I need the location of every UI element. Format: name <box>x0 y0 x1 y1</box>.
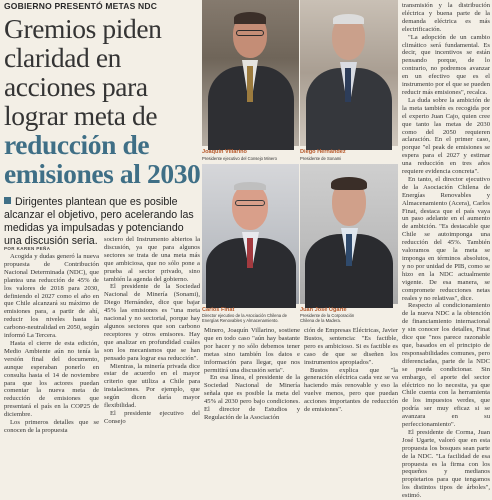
paragraph: Minero, Joaquín Villarino, sostiene que en todo caso "aún hay bastante por hacer y no sólo debemos tener metas sino también los datos e información para llegar, que nos permitirá una discusión seria". <box>204 327 300 374</box>
caption-name: Juan José Ugarte <box>300 307 347 313</box>
headline <box>4 14 204 188</box>
headline-line: acciones para <box>4 71 148 102</box>
paragraph: Mientras, la minería privada dice estar de acuerdo en el mayor criterio que utiliza a Chile para instalaciones. Por ejemplo, que según dicen daría mayor flexibilidad. <box>104 362 200 410</box>
caption-role-line: Chilena de la Madera. <box>300 318 341 323</box>
caption-name: Joaquín Villarino <box>202 149 247 155</box>
headline-line: claridad en <box>4 42 121 73</box>
headline-line: lograr meta de <box>4 100 158 131</box>
paragraph: El presidente de la Sociedad Nacional de Minería (Sonami), Diego Hernández, dice que bajar 45% las emisiones es "una meta nacional y no sectorial, porque hay algunos sectores que son carbono receptores y otros emisores. Hay que analizar en profundidad cuáles son los mecanismos que se han pensado para lograr esa reducción". <box>104 283 200 362</box>
caption-role <box>300 313 354 323</box>
article-column-4 <box>304 327 398 414</box>
headline-highlight-line: emisiones al 2030 <box>4 158 201 189</box>
paragraph: La duda sobre la ambición de la meta también es recogida por el experto Juan Cajo, quien cree que tanto las metas de 2030 como del 2050 requieren aclaración. En el primer caso, porque "el peak de emisiones se espera para el 2027 y estimar una reducción en tres años requiere evidencia concreta". <box>402 96 490 176</box>
portrait-photo-ugarte <box>300 164 398 304</box>
article-column-3 <box>204 327 300 421</box>
paragraph: Bustos explica que "la generación eléctrica cada vez se va haciendo más renovable y eso la vuelve menos, pero que puedan acciones importantes de reducción de emisiones". <box>304 366 398 414</box>
portrait-photo-hernandez <box>300 0 398 146</box>
paragraph: En tanto, el director ejecutivo de la Asociación Chilena de Energías Renovables y Almacenamiento (Acera), Carlos Finat, destaca que el país vaya un paso adelante en el aumento de ambición. "Es destacable que Chile se autoimponga una reducción del 45%. También valoramos que la meta se imponga en términos absolutos, y no por unidad de PIB, como se hizo en la NDC actualmente vigente. De esa manera, se compromete reducciones netas reales y no relativas", dice. <box>402 175 490 302</box>
caption-role <box>202 313 287 323</box>
paragraph: El presidente ejecutivo del Consejo <box>104 409 200 425</box>
paragraph: sociero del Instrumento abiertos la discusión, ya que para algunos sectores se trata de una meta más que ambiciosa, que no sólo pone a prueba al sector privado, sino también la agenda del gobierno. <box>104 236 200 283</box>
headline-line: Gremios piden <box>4 13 162 44</box>
portrait-photo-finat <box>202 164 299 304</box>
kicker: GOBIERNO PRESENTÓ METAS NDC <box>4 1 158 11</box>
caption-role-line: Director ejecutivo de la Asociación Chilena de <box>202 313 287 318</box>
paragraph: transmisión y la distribución eléctrica y buena parte de la demanda eléctrica es más electrificación. <box>402 2 490 33</box>
paragraph: Acogida y dudas generó la nueva propuesta de Contribución Nacional Determinada (NDC), que plantea una reducción de 45% de los valores de 2018 para 2030, definiendo el 2027 como el año en que Chile alcanzará su máximo de emisiones para, a partir de ahí, reducir los niveles hasta la carbono-neutralidad en 2050, según informó La Tercera. <box>4 253 99 340</box>
caption-role: Presidente de Sonami <box>300 156 342 161</box>
dek-text: Dirigentes plantean que es posible alcanzar el objetivo, pero acelerando las medidas ya impulsadas y potenciando una discusión seria. <box>4 196 194 247</box>
caption-name: Diego Hernández <box>300 149 346 155</box>
caption-role-line: Energías Renovables y Almacenamiento. <box>202 318 279 323</box>
headline-highlight-line: reducción de <box>4 129 150 160</box>
article-column-5 <box>402 2 490 500</box>
paragraph: Respecto al condicionamiento de la nueva NDC a la obtención de financiamiento internacional y sin conocer los detalles, Finat dice que "nos parece razonable que, basados en el principio de responsabilidades comunes, pero diferenciadas, parte de la NDC se pueda condicionar. Sin embargo, el aporte del sector eléctrico no lo necesita, ya que Chile cuenta con la herramienta de los impuestos verdes, que podría ser muy eficaz si se avanzara en su perfeccionamiento". <box>402 302 490 429</box>
paragraph: "La adopción de un cambio climático será fundamental. Es decir, que incentivos se están pensando porque, de lo contrario, no podremos avanzar en un efectivo que es el instrumento por el que se pueden reducir más emisiones", recalca. <box>402 33 490 96</box>
caption-name: Carlos Finat <box>202 307 235 313</box>
paragraph: Los primeros detalles que se conocen de la propuesta <box>4 419 99 434</box>
bullet-square-icon <box>4 197 11 204</box>
paragraph: ción de Empresas Eléctricas, Javier Bustos, sentencia: "Es factible, pero es ambicioso. Si es factible es caso de que se diseñen los instrumentos apropiados". <box>304 327 398 366</box>
paragraph: El presidente de Corma, Juan José Ugarte, valoró que en esta propuesta los bosques sean parte de la NDC. "La facilidad de esa propuesta es la firma con los pequeños y medianos propietarios para que tengamos los distintos tipos de árboles", estimó. <box>402 428 490 500</box>
article-column-1 <box>4 253 99 434</box>
article-column-2 <box>104 236 200 425</box>
portrait-photo-villarino <box>202 0 299 146</box>
caption-role-line: Presidente de la Corporación <box>300 313 355 318</box>
paragraph: Hasta el cierre de esta edición, Medio Ambiente aún no tenía la versión final del documento, aunque esperaban ponerlo en consulta hasta el 14 de noviembre para que los actores puedan comentar la nueva meta de reducción de emisiones que presentará el país en la COP25 de diciembre. <box>4 339 99 419</box>
caption-role: Presidente ejecutivo del Consejo Minero <box>202 156 277 161</box>
byline: POR KAREN PEÑA <box>4 246 51 251</box>
paragraph: En esa línea, el presidente de la Sociedad Nacional de Minería señala que es posible la meta del 45% al 2030 pero bajo condiciones. El director de Estudios y Regulación de la Asociación <box>204 374 300 421</box>
